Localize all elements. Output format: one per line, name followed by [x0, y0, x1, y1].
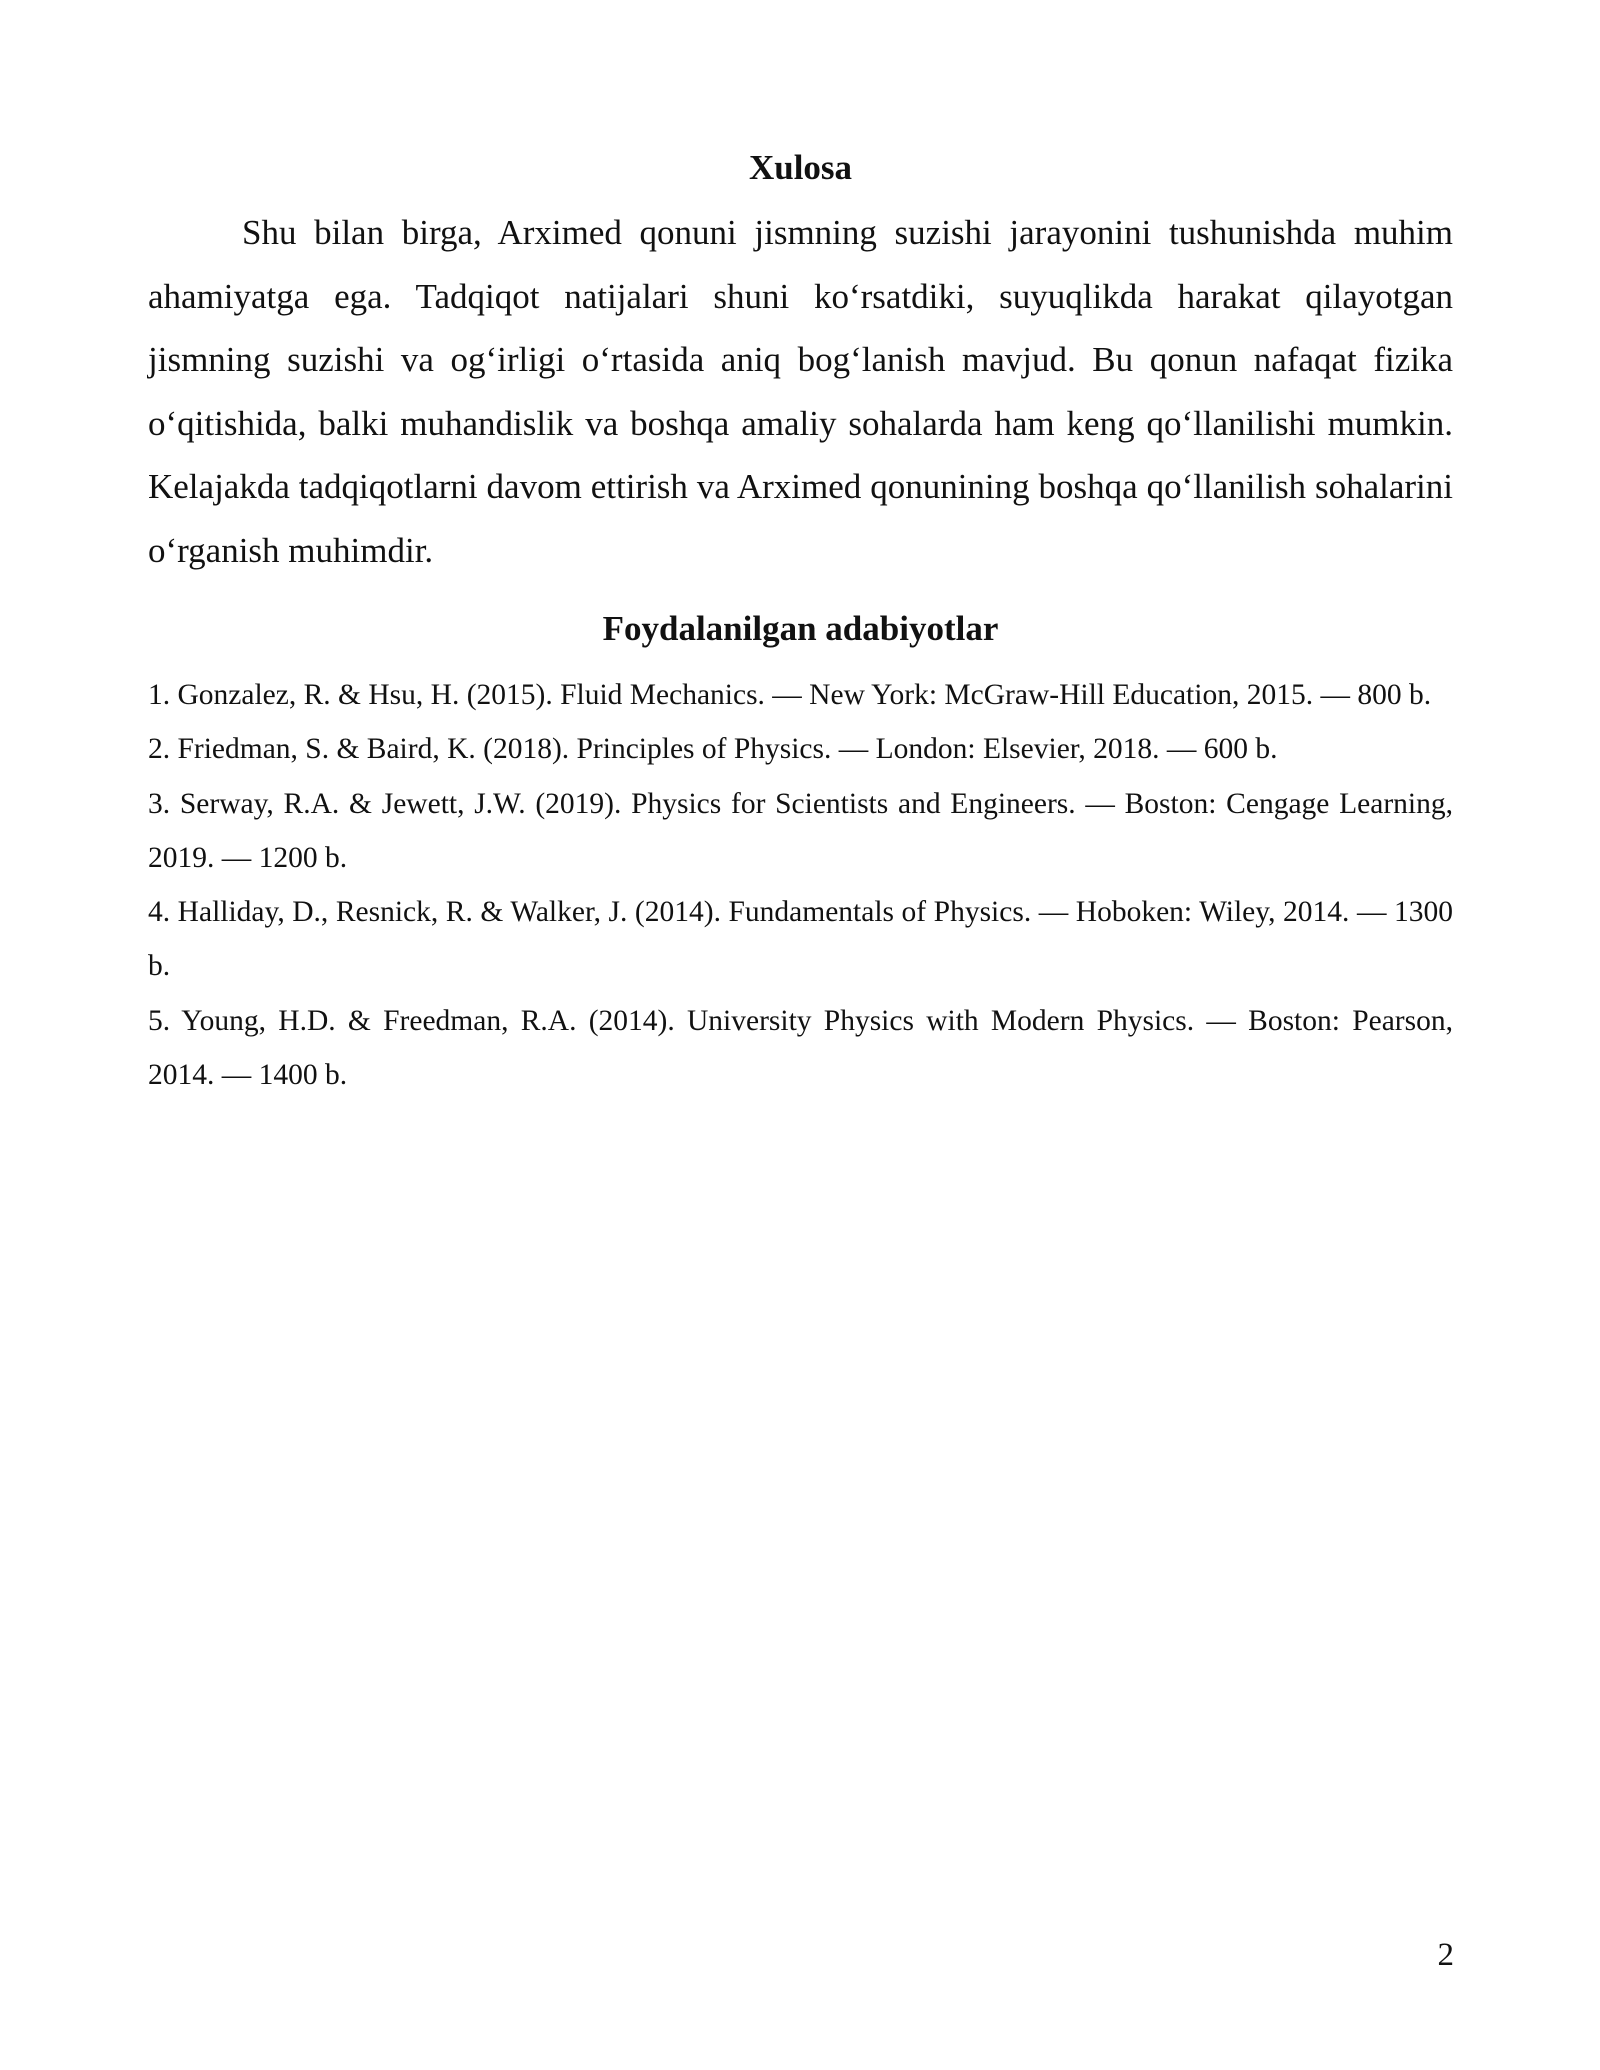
- page-number: 2: [1437, 1937, 1454, 1973]
- reference-item: 1. Gonzalez, R. & Hsu, H. (2015). Fluid Mechanics. — New York: McGraw-Hill Education, 2015. — 800 b.: [148, 679, 1432, 711]
- reference-item: 3. Serway, R.A. & Jewett, J.W. (2019). Physics for Scientists and Engineers. — Boston: Cengage Learning, 2019. — 1200 b.: [148, 787, 1453, 874]
- reference-item: 4. Halliday, D., Resnick, R. & Walker, J. (2014). Fundamentals of Physics. — Hoboken: Wiley, 2014. — 1300 b.: [148, 896, 1453, 983]
- page-content: [148, 143, 1453, 1102]
- conclusion-paragraph: Shu bilan birga, Arximed qonuni jismning suzishi jarayonini tushunishda muhim ahamiyatga ega. Tadqiqot natijalari shuni ko‘rsatdiki, suyuqlikda harakat qilayotgan jismning suzishi va og‘irligi o‘rtasida aniq bog‘lanish mavjud. Bu qonun nafaqat fizika o‘qitishida, balki muhandislik va boshqa amaliy sohalarda ham keng qo‘llanilishi mumkin. Kelajakda tadqiqotlarni davom ettirish va Arximed qonunining boshqa qo‘llanilish sohalarini o‘rganish muhimdir.: [148, 213, 1453, 570]
- reference-item: 2. Friedman, S. & Baird, K. (2018). Principles of Physics. — London: Elsevier, 2018. — 600 b.: [148, 733, 1278, 766]
- references-heading: Foydalanilgan adabiyotlar: [602, 609, 999, 648]
- conclusion-heading: Xulosa: [748, 148, 853, 187]
- reference-item: 5. Young, H.D. & Freedman, R.A. (2014). University Physics with Modern Physics. — Boston: Pearson, 2014. — 1400 b.: [148, 1004, 1453, 1092]
- references-list: [148, 668, 1453, 1102]
